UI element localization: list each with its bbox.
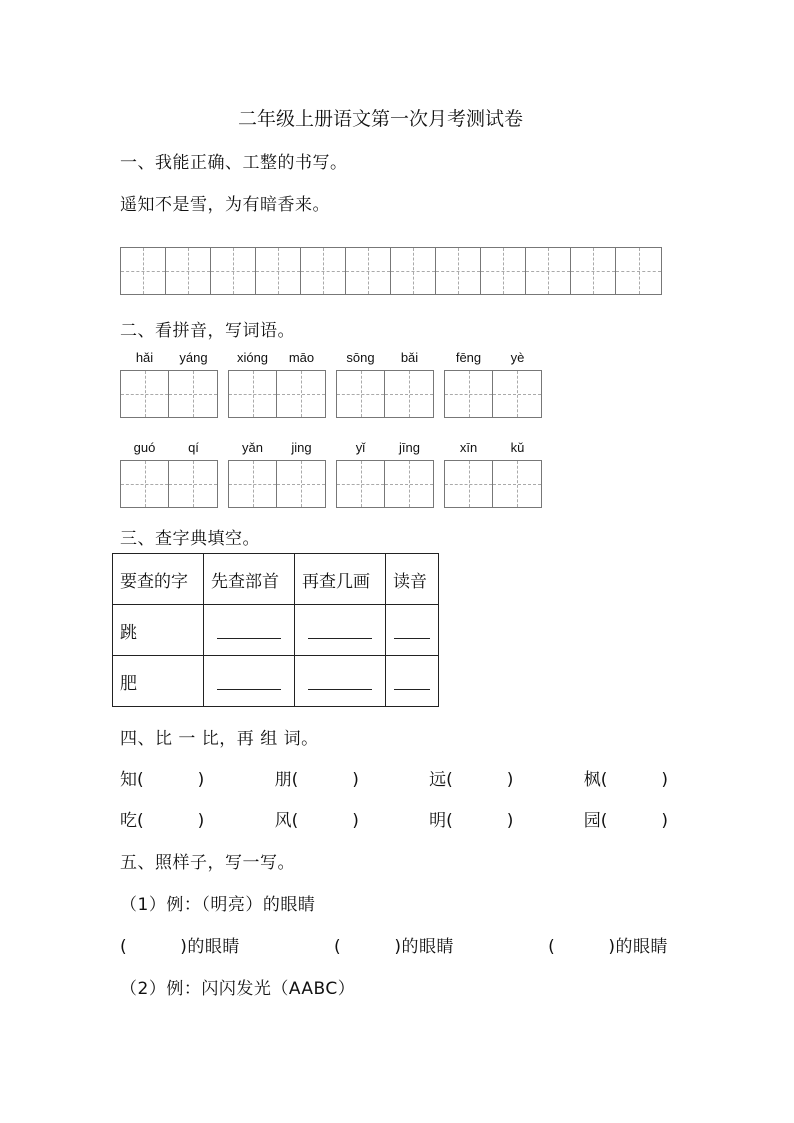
- pinyin-block: [336, 350, 434, 418]
- compare-char: 知: [120, 770, 137, 790]
- answer-cell[interactable]: [277, 461, 325, 507]
- grid-cell[interactable]: [346, 248, 391, 294]
- pinyin-label: fēng: [455, 350, 482, 365]
- compare-item[interactable]: 风( ): [274, 811, 359, 831]
- compare-char: 朋: [274, 770, 292, 790]
- answer-cell[interactable]: [277, 371, 325, 417]
- pinyin-block: [120, 440, 218, 508]
- pinyin-label: guó: [133, 440, 156, 455]
- pinyin-block: [228, 440, 326, 508]
- grid-cell[interactable]: [616, 248, 661, 294]
- compare-char: 明: [429, 811, 447, 831]
- section3-heading: 三、查字典填空。: [120, 529, 260, 549]
- fill-suffix: 的眼睛: [187, 937, 240, 957]
- answer-cell[interactable]: [169, 371, 217, 417]
- pinyin-label: yè: [510, 350, 525, 365]
- fill-suffix: 的眼睛: [615, 937, 668, 957]
- pinyin-block: [444, 350, 542, 418]
- answer-cell[interactable]: [493, 371, 541, 417]
- answer-cell[interactable]: [169, 461, 217, 507]
- compare-char: 吃: [120, 811, 137, 831]
- section2-heading: 二、看拼音，写词语。: [120, 321, 295, 341]
- answer-cell[interactable]: [493, 461, 541, 507]
- dictionary-table: [112, 553, 439, 707]
- answer-cell[interactable]: [385, 371, 433, 417]
- table-header: 要查的字: [113, 554, 204, 605]
- answer-cell[interactable]: [385, 461, 433, 507]
- compare-item[interactable]: 远( ): [429, 770, 514, 790]
- compare-item[interactable]: 朋( ): [274, 770, 359, 790]
- section1-heading: 一、我能正确、工整的书写。: [120, 153, 348, 173]
- table-row: [113, 656, 439, 707]
- compare-item[interactable]: 吃( ): [120, 811, 205, 831]
- grid-cell[interactable]: [301, 248, 346, 294]
- compare-item[interactable]: 园( ): [583, 811, 668, 831]
- fill-item[interactable]: ( )的眼睛: [548, 937, 668, 957]
- pinyin-label: yǎn: [242, 440, 263, 455]
- pinyin-label: kǔ: [510, 440, 525, 455]
- pinyin-label: jīng: [399, 440, 420, 455]
- pinyin-block: [120, 350, 218, 418]
- lookup-char: 肥: [113, 656, 204, 707]
- pinyin-label: xīn: [459, 440, 478, 455]
- section4-heading: 四、比 一 比，再 组 词。: [120, 729, 319, 749]
- pinyin-block: [444, 440, 542, 508]
- page-title: 二年级上册语文第一次月考测试卷: [238, 108, 524, 130]
- table-row: [113, 605, 439, 656]
- radical-blank[interactable]: [217, 673, 281, 690]
- example-2: （2）例：闪闪发光（AABC）: [120, 979, 356, 999]
- grid-cell[interactable]: [526, 248, 571, 294]
- writing-grid[interactable]: [120, 247, 662, 295]
- compare-item[interactable]: 明( ): [429, 811, 514, 831]
- grid-cell[interactable]: [436, 248, 481, 294]
- compare-char: 远: [429, 770, 447, 790]
- compare-char: 枫: [583, 770, 601, 790]
- pinyin-block: [336, 440, 434, 508]
- answer-cell[interactable]: [445, 461, 493, 507]
- compare-item[interactable]: 枫( ): [583, 770, 668, 790]
- pronunciation-blank[interactable]: [394, 673, 430, 690]
- table-header: 再查几画: [295, 554, 386, 605]
- answer-cell[interactable]: [229, 461, 277, 507]
- compare-char: 园: [583, 811, 601, 831]
- grid-cell[interactable]: [391, 248, 436, 294]
- grid-cell[interactable]: [211, 248, 256, 294]
- pinyin-label: xióng: [236, 350, 269, 365]
- fill-suffix: 的眼睛: [401, 937, 454, 957]
- pinyin-block: [228, 350, 326, 418]
- grid-cell[interactable]: [256, 248, 301, 294]
- radical-blank[interactable]: [217, 622, 281, 639]
- example-1: （1）例：（明亮）的眼睛: [120, 895, 316, 915]
- pinyin-label: qí: [188, 440, 199, 455]
- answer-cell[interactable]: [121, 371, 169, 417]
- pinyin-label: sōng: [346, 350, 375, 365]
- pinyin-label: yáng: [179, 350, 208, 365]
- answer-cell[interactable]: [121, 461, 169, 507]
- compare-row: [120, 765, 668, 790]
- fill-item[interactable]: ( )的眼睛: [120, 937, 240, 957]
- pinyin-label: māo: [288, 350, 315, 365]
- compare-char: 风: [274, 811, 292, 831]
- strokes-blank[interactable]: [308, 673, 372, 690]
- grid-cell[interactable]: [166, 248, 211, 294]
- compare-row: [120, 806, 668, 831]
- pinyin-label: jing: [291, 440, 312, 455]
- pinyin-label: hǎi: [135, 350, 154, 365]
- compare-item[interactable]: 知( ): [120, 770, 205, 790]
- answer-cell[interactable]: [445, 371, 493, 417]
- pinyin-label: bǎi: [400, 350, 419, 365]
- grid-cell[interactable]: [481, 248, 526, 294]
- table-header: 先查部首: [204, 554, 295, 605]
- lookup-char: 跳: [113, 605, 204, 656]
- answer-cell[interactable]: [229, 371, 277, 417]
- table-header-row: [113, 554, 439, 605]
- table-header: 读音: [386, 554, 439, 605]
- grid-cell[interactable]: [571, 248, 616, 294]
- answer-cell[interactable]: [337, 371, 385, 417]
- pronunciation-blank[interactable]: [394, 622, 430, 639]
- answer-cell[interactable]: [337, 461, 385, 507]
- fill-row: [120, 932, 668, 957]
- pinyin-label: yǐ: [355, 440, 366, 455]
- grid-cell[interactable]: [121, 248, 166, 294]
- section5-heading: 五、照样子，写一写。: [120, 853, 295, 873]
- strokes-blank[interactable]: [308, 622, 372, 639]
- fill-item[interactable]: ( )的眼睛: [334, 937, 454, 957]
- section1-sentence: 遥知不是雪，为有暗香来。: [120, 195, 330, 215]
